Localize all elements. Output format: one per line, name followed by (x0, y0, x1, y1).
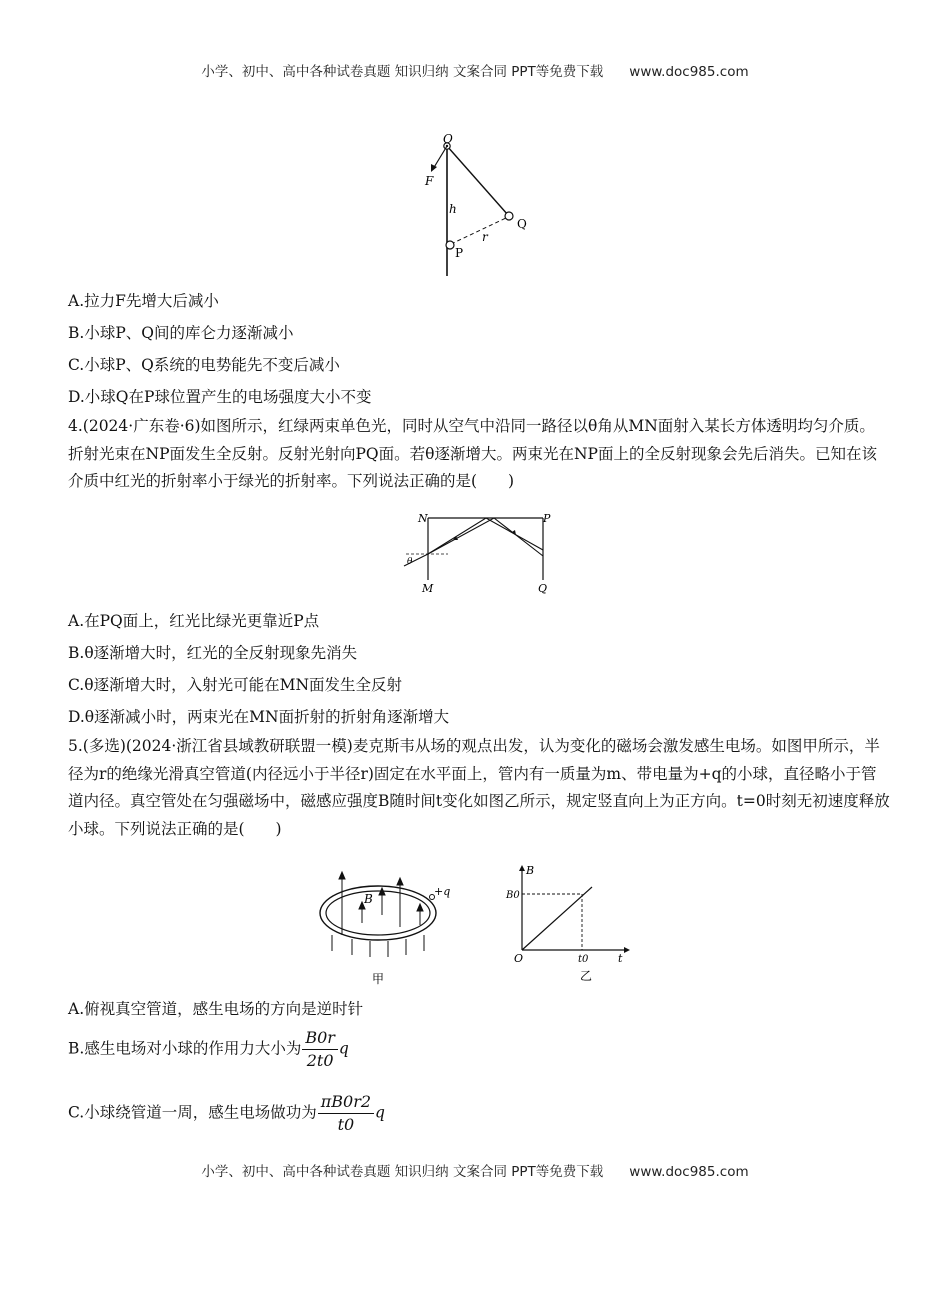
q4-option-c: C.θ逐渐增大时，入射光可能在MN面发生全反射 (68, 676, 403, 694)
q5-option-a: A.俯视真空管道，感生电场的方向是逆时针 (68, 1000, 364, 1018)
force-f-arrow (433, 146, 447, 169)
ball-q (505, 212, 513, 220)
q3-option-a: A.拉力F先增大后减小 (68, 292, 219, 310)
label-o: O (514, 952, 524, 965)
fraction-b (302, 1028, 338, 1071)
caption-jia: 甲 (372, 972, 385, 986)
label-f: F (425, 174, 434, 188)
fraction-b-numerator: B0r (302, 1028, 338, 1050)
q5-option-b (68, 1028, 349, 1071)
label-p: P (543, 512, 551, 525)
q3-option-d: D.小球Q在P球位置产生的电场强度大小不变 (68, 388, 372, 406)
b-line (522, 887, 592, 950)
fraction-c-denominator: t0 (337, 1115, 355, 1134)
q5-option-c (68, 1092, 385, 1135)
label-t: t (618, 952, 623, 965)
header-url[interactable]: www.doc985.com (629, 64, 749, 80)
q5-option-b-text: B.感生电场对小球的作用力大小为 (68, 1039, 302, 1058)
label-q: +q (434, 885, 451, 898)
label-r: r (482, 230, 488, 244)
label-theta: θ (407, 557, 413, 567)
q5-stem: 5.(多选)(2024·浙江省县域教研联盟一模)麦克斯韦从场的观点出发，认为变化的磁场会激发感生电场。如图甲所示，半径为r的绝缘光滑真空管道(内径远小于半径r)固定在水平面上，管内有一质量为m、带电量为+q的小球，直径略小于管道内径。真空管处在匀强磁场中，磁感应强度B随时间t变化如图乙所示，规定竖直向上为正方向。t=0时刻无初速度释放小球。下列说法正确的是( ) (68, 737, 890, 838)
q4-stem: 4.(2024·广东卷·6)如图所示，红绿两束单色光，同时从空气中沿同一路径以θ角从MN面射入某长方体透明均匀介质。折射光束在NP面发生全反射。反射光射向PQ面。若θ逐渐增大。两束光在NP面上的全反射现象会先后消失。已知在该介质中红光的折射率小于绿光的折射率。下列说法正确的是( ) (68, 417, 877, 490)
label-n: N (418, 512, 428, 525)
q3-option-c: C.小球P、Q系统的电势能先不变后减小 (68, 356, 340, 374)
label-b: B (526, 864, 535, 877)
q4-option-d: D.θ逐渐减小时，两束光在MN面折射的折射角逐渐增大 (68, 708, 450, 726)
page-header (0, 60, 950, 80)
label-b: B (364, 892, 373, 906)
label-m: M (422, 582, 434, 595)
figure-pendulum (405, 130, 545, 280)
q3-option-b: B.小球P、Q间的库仑力逐渐减小 (68, 324, 294, 342)
label-t0: t0 (578, 954, 589, 965)
figure-ring (312, 865, 462, 990)
caption-yi: 乙 (580, 969, 593, 983)
ball-p (446, 241, 454, 249)
label-h: h (449, 202, 457, 216)
figure-bt-graph (500, 860, 640, 992)
q4-option-a: A.在PQ面上，红光比绿光更靠近P点 (68, 612, 320, 630)
fraction-c-numerator: πB0r2 (318, 1092, 374, 1114)
ray-two (428, 518, 543, 556)
q5-option-b-suffix: q (338, 1039, 349, 1058)
label-q: Q (517, 217, 527, 231)
q4-option-b: B.θ逐渐增大时，红光的全反射现象先消失 (68, 644, 358, 662)
fraction-c (318, 1092, 374, 1135)
label-o: O (443, 132, 453, 146)
label-b0: B0 (506, 890, 520, 901)
label-q: Q (538, 582, 548, 595)
header-text: 小学、初中、高中各种试卷真题 知识归纳 文案合同 PPT等免费下载 (201, 64, 604, 80)
ray-one (428, 518, 543, 554)
q5-option-c-text: C.小球绕管道一周，感生电场做功为 (68, 1103, 317, 1122)
q5-option-c-suffix: q (375, 1103, 385, 1122)
page-footer (0, 1160, 950, 1180)
figure-prism (398, 508, 563, 600)
label-p: P (455, 246, 464, 260)
distance-r (451, 218, 506, 244)
footer-url[interactable]: www.doc985.com (629, 1164, 749, 1180)
fraction-b-denominator: 2t0 (306, 1051, 334, 1070)
footer-text: 小学、初中、高中各种试卷真题 知识归纳 文案合同 PPT等免费下载 (201, 1164, 604, 1180)
